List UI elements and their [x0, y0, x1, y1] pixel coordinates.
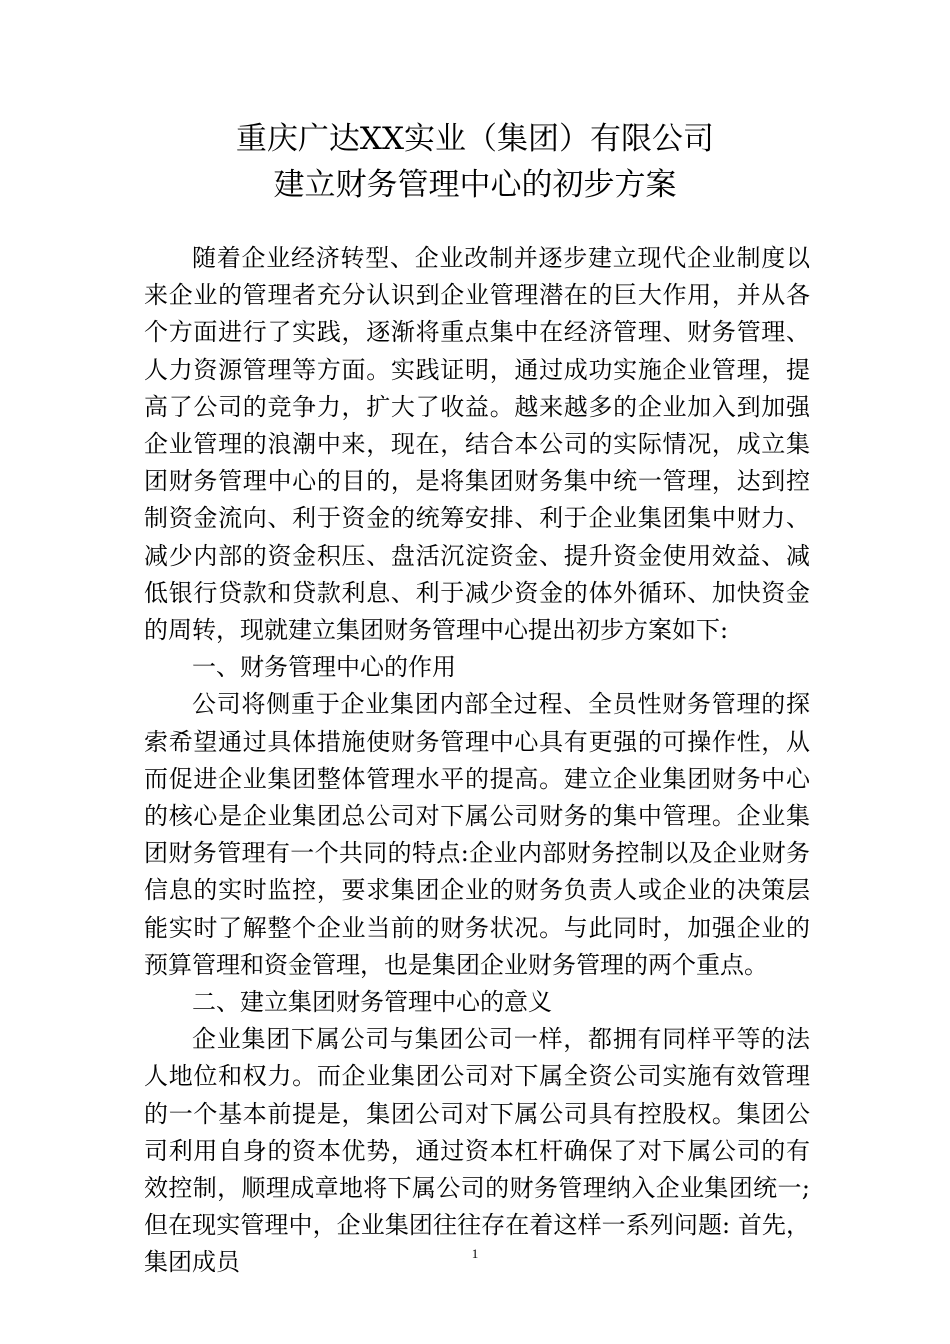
section-heading-2: 二、建立集团财务管理中心的意义: [192, 988, 552, 1017]
title-line-company: 重庆广达XX实业（集团）有限公司: [235, 121, 715, 157]
section-heading-1: 一、财务管理中心的作用: [192, 653, 456, 682]
paragraph-intro: 随着企业经济转型、企业改制并逐步建立现代企业制度以来企业的管理者充分认识到企业管理潜在的巨大作用，并从各个方面进行了实践，逐渐将重点集中在经济管理、财务管理、人力资源管理等方面。实践证明，通过成功实施企业管理，提高了公司的竞争力，扩大了收益。越来越多的企业加入到加强企业管理的浪潮中来，现在，结合本公司的实际情况，成立集团财务管理中心的目的，是将集团财务集中统一管理，达到控制资金流向、利于资金的统筹安排、利于企业集团集中财力、减少内部的资金积压、盘活沉淀资金、提升资金使用效益、减低银行贷款和贷款利息、利于减少资金的体外循环、加快资金的周转，现就建立集团财务管理中心提出初步方案如下:: [144, 244, 810, 645]
document-title: [0, 116, 950, 208]
paragraph-section-2: 企业集团下属公司与集团公司一样，都拥有同样平等的法人地位和权力。而企业集团公司对下属全资公司实施有效管理的一个基本前提是，集团公司对下属公司具有控股权。集团公司利用自身的资本优势，通过资本杠杆确保了对下属公司的有效控制，顺理成章地将下属公司的财务管理纳入企业集团统一;但在现实管理中，企业集团往往存在着这样一系列问题: 首先，集团成员: [144, 1025, 810, 1277]
document-body: [144, 240, 810, 1282]
paragraph-section-1: 公司将侧重于企业集团内部全过程、全员性财务管理的探索希望通过具体措施使财务管理中心具有更强的可操作性，从而促进企业集团整体管理水平的提高。建立企业集团财务中心的核心是企业集团总公司对下属公司财务的集中管理。企业集团财务管理有一个共同的特点:企业内部财务控制以及企业财务信息的实时监控，要求集团企业的财务负责人或企业的决策层能实时了解整个企业当前的财务状况。与此同时，加强企业的预算管理和资金管理，也是集团企业财务管理的两个重点。: [144, 690, 810, 979]
title-line-subject: 建立财务管理中心的初步方案: [273, 167, 677, 203]
page-number: 1: [471, 1246, 479, 1261]
